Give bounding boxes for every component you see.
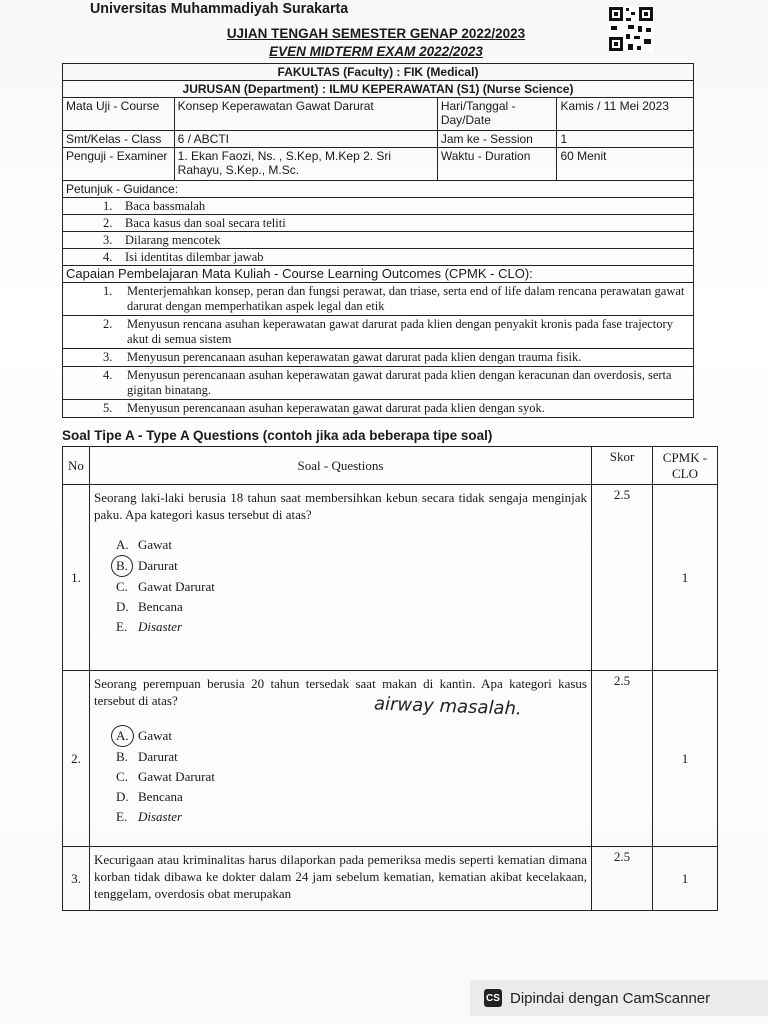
col-no: No xyxy=(63,447,90,485)
class-row xyxy=(62,131,694,148)
camscanner-label: Dipindai dengan CamScanner xyxy=(510,989,711,1007)
question-text: Seorang perempuan berusia 20 tahun tersedak saat makan di kantin. Apa kategori kasus tersebut di atas? xyxy=(94,676,587,708)
option-selected: B. Darurat xyxy=(116,555,587,577)
option: D. Bencana xyxy=(116,599,183,614)
exam-info-table xyxy=(62,63,694,418)
guidance-item: 3. Dilarang mencotek xyxy=(103,233,221,247)
day-value: Kamis / 11 Mei 2023 xyxy=(560,99,669,113)
examiner-value: 1. Ekan Faozi, Ns. , S.Kep, M.Kep 2. Sri Rahayu, S.Kep., M.Sc. xyxy=(175,148,438,180)
class-value: 6 / ABCTI xyxy=(175,131,438,147)
question-score: 2.5 xyxy=(592,671,653,847)
clo-row xyxy=(62,400,694,418)
handwritten-note: airway masalah. xyxy=(373,693,523,720)
guidance-row xyxy=(62,232,694,249)
guidance-row xyxy=(62,198,694,215)
guidance-row xyxy=(62,249,694,266)
exam-title: UJIAN TENGAH SEMESTER GENAP 2022/2023 xyxy=(226,26,526,41)
table-header-row xyxy=(63,447,718,485)
duration-label: Waktu - Duration xyxy=(438,148,558,180)
department-row xyxy=(62,81,694,98)
clo-item: 3. Menyusun perencanaan asuhan keperawatan gawat darurat pada klien dengan trauma fisik. xyxy=(103,350,582,364)
guidance-item: 4. Isi identitas dilembar jawab xyxy=(103,250,264,264)
session-label: Jam ke - Session xyxy=(438,131,558,147)
question-clo: 1 xyxy=(653,671,718,847)
department: JURUSAN (Department) : ILMU KEPERAWATAN (S1) (Nurse Science) xyxy=(182,82,574,96)
duration-value: 60 Menit xyxy=(560,149,607,163)
university-name: Universitas Muhammadiyah Surakarta xyxy=(90,0,349,17)
option: C. Gawat Darurat xyxy=(116,769,215,784)
option-selected: A. Gawat xyxy=(116,725,587,747)
questions-heading: Soal Tipe A - Type A Questions (contoh jika ada beberapa tipe soal) xyxy=(62,428,493,443)
option: A. Gawat xyxy=(116,537,172,552)
table-row xyxy=(63,485,718,671)
option: E. Disaster xyxy=(116,619,183,634)
clo-row xyxy=(62,367,694,400)
qr-code-icon xyxy=(608,6,654,52)
course-row xyxy=(62,98,694,131)
answer-circle: B. xyxy=(111,555,133,577)
clo-row xyxy=(62,349,694,367)
camscanner-watermark xyxy=(470,980,768,1016)
option: B. Darurat xyxy=(116,749,178,764)
question-clo: 1 xyxy=(653,847,718,911)
question-text: Kecurigaan atau kriminalitas harus dilaporkan pada pemeriksa medis seperti kematian dimana korban tidak dibawa ke dokter dalam 24 jam sebelum kematian, kematian akibat kecelakaan, tenggelam, overdosis obat merupakan xyxy=(90,847,592,911)
exam-title-en: EVEN MIDTERM EXAM 2022/2023 xyxy=(269,44,483,59)
guidance-label: Petunjuk - Guidance: xyxy=(66,182,179,196)
clo-item: 5. Menyusun perencanaan asuhan keperawatan gawat darurat pada klien dengan syok. xyxy=(103,401,545,415)
questions-table xyxy=(62,446,718,911)
answer-circle: A. xyxy=(111,725,134,747)
question-number: 1. xyxy=(63,485,90,671)
clo-item: 2. Menyusun rencana asuhan keperawatan gawat darurat pada klien dengan penyakit kronis pada fase trajectory akut di semua sistem xyxy=(103,317,673,346)
option: D. Bencana xyxy=(116,789,183,804)
option: C. Gawat Darurat xyxy=(116,579,215,594)
question-clo: 1 xyxy=(653,485,718,671)
course-label: Mata Uji - Course xyxy=(63,98,175,130)
course-value: Konsep Keperawatan Gawat Darurat xyxy=(175,98,438,130)
faculty-row xyxy=(62,63,694,81)
clo-label-row xyxy=(62,266,694,283)
guidance-row xyxy=(62,215,694,232)
col-skor: Skor xyxy=(592,447,653,485)
question-cell xyxy=(90,671,592,847)
col-soal: Soal - Questions xyxy=(90,447,592,485)
clo-row xyxy=(62,316,694,349)
question-score: 2.5 xyxy=(592,485,653,671)
options-list xyxy=(116,535,587,637)
question-number: 3. xyxy=(63,847,90,911)
day-label: Hari/Tanggal - Day/Date xyxy=(438,98,558,130)
guidance-item: 1. Baca bassmalah xyxy=(103,199,206,213)
examiner-row xyxy=(62,148,694,181)
options-list xyxy=(116,725,587,827)
clo-label: Capaian Pembelajaran Mata Kuliah - Course Learning Outcomes (CPMK - CLO): xyxy=(66,266,533,281)
session-value: 1 xyxy=(560,132,568,146)
clo-item: 1. Menterjemahkan konsep, peran dan fungsi perawat, dan triase, serta end of life dalam rencana perawatan gawat darurat dengan memperhatikan aspek legal dan etik xyxy=(103,284,685,313)
option: E. Disaster xyxy=(116,809,183,824)
faculty: FAKULTAS (Faculty) : FIK (Medical) xyxy=(277,65,479,79)
question-cell xyxy=(90,485,592,671)
question-text: Seorang laki-laki berusia 18 tahun saat membersihkan kebun secara tidak sengaja menginjak paku. Apa kategori kasus tersebut di atas? xyxy=(94,490,587,522)
examiner-label: Penguji - Examiner xyxy=(63,148,175,180)
table-row xyxy=(63,847,718,911)
question-score: 2.5 xyxy=(592,847,653,911)
question-number: 2. xyxy=(63,671,90,847)
guidance-item: 2. Baca kasus dan soal secara teliti xyxy=(103,216,286,230)
class-label: Smt/Kelas - Class xyxy=(63,131,175,147)
camscanner-icon: CS xyxy=(484,989,502,1007)
col-clo: CPMK - CLO xyxy=(653,447,718,485)
clo-row xyxy=(62,283,694,316)
clo-item: 4. Menyusun perencanaan asuhan keperawatan gawat darurat pada klien dengan keracunan dan overdosis, serta gigitan binatang. xyxy=(103,368,672,397)
guidance-label-row xyxy=(62,181,694,198)
